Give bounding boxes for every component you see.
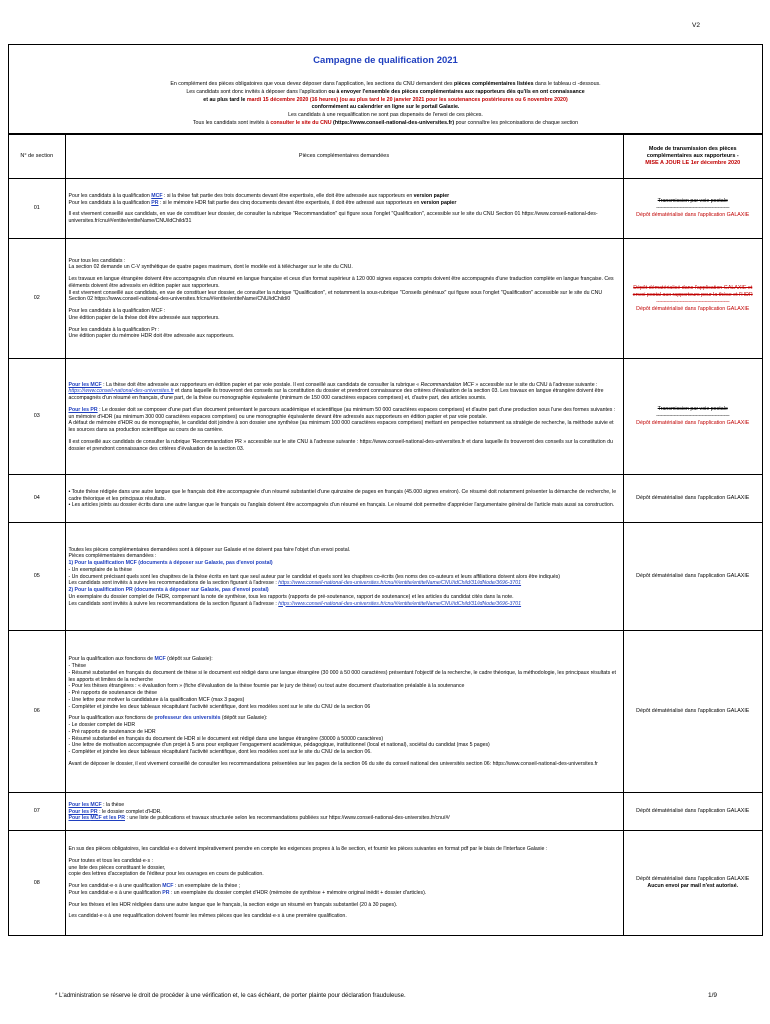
- text: Il est vivement conseillé aux candidats, en vue de constituer leur dossier, de consulter la rubrique "Qualification", et notamment la sous-rubrique "Conseils généraux" qui figure sous l'onglet "Qualification" accessible sur le site du CNU Section 02 https://www.conseil-national-des-universites.fr/cnu/#/entite/entiteName/CNU/idChild/0: [68, 289, 603, 303]
- text: Pour les candidats à la qualification Pr :: [68, 326, 160, 333]
- text: Pour les candidats à la qualification MCF :: [68, 308, 166, 315]
- section-content: [65, 475, 623, 523]
- text: Recommandation MCF: [420, 381, 474, 388]
- table-header-row: [9, 135, 762, 179]
- table-row: [9, 179, 762, 239]
- text: version papier: [413, 192, 450, 199]
- text: A défaut de mémoire d'HDR ou de monographie, le candidat doit joindre à son dossier une synthèse (au minimum 100 000 caractères espaces comprises) mettant en perspective notamment sa stratégie de recherche, la méthode suivie et les sources dans sa production scientifique au cours de sa carrière.: [68, 420, 614, 433]
- text: et dans laquelle ils trouveront des conseils sur la constitution du dossier et prendront connaissance des critères d'évaluation de la section 03. Les travaux en langue étrangère doivent être accompagnés d'un résumé en français, d'une part, de la thèse ou monographie équivalente (minimum de 150 000 caractères espaces comprises) et, d'autre part, des articles soumis.: [68, 388, 604, 401]
- mcf-label: Pour les MCF: [68, 381, 102, 388]
- page-title: Campagne de qualification 2021: [313, 55, 458, 66]
- transmission-mode: [623, 831, 762, 935]
- column-header-mode-l2: MISE A JOUR LE 1er décembre 2020: [645, 160, 741, 167]
- pr-label: PR: [151, 199, 159, 206]
- text: : si la thèse fait partie des trois documents devant être expertisés, elle doit être adressée aux rapporteurs en: [162, 192, 414, 199]
- text: : un exemplaire de la thèse ;: [173, 883, 241, 890]
- table-row: [9, 359, 762, 475]
- text: : le dossier complet d'HDR.: [97, 808, 162, 815]
- text: La section 02 demande un C-V synthétique de quatre pages maximum, dont le modèle est à télécharger sur le site du CNU.: [68, 264, 353, 271]
- text: version papier: [420, 199, 457, 206]
- text: Pièces complémentaires demandées :: [68, 553, 157, 560]
- text: Il est vivement conseillé aux candidats, en vue de constituer leur dossier, de consulter la rubrique "Recommandation" qui figure sous l'onglet "Qualification", accessible sur le site du CNU Section 01 https://www.conseil-national-des-universites.fr/cnu/#/entite/entiteName/CNU/idChild/31: [68, 211, 598, 225]
- section-content: [65, 793, 623, 831]
- list-item: - Résumé substantiel en français du document de HDR si le document est rédigé dans une langue étrangère (30000 à 50000 caractères): [68, 735, 384, 742]
- mcf-label: MCF: [154, 656, 166, 663]
- text: Pour la qualification aux fonctions de: [68, 715, 155, 722]
- text: Pour toutes et tous les candidat·e·s :: [68, 857, 153, 864]
- mcf-pr-label: MCF et les PR: [90, 815, 126, 822]
- recommendations-link[interactable]: https://www.conseil-national-des-universites.fr/cnu/#/entite/entiteName/CNU/idChild/31/idNode/3696-3701: [278, 600, 522, 607]
- mode-current: Dépôt dématérialisé dans l'application GALAXIE: [636, 420, 750, 427]
- pr-heading: 2) Pour la qualification PR (documents à déposer sur Galaxie, pas d'envoi postal): [68, 587, 269, 593]
- intro-line-6a: Tous les candidats sont invités à: [192, 119, 271, 126]
- mode-separator: --------------------------------------------------: [656, 298, 730, 305]
- footnote: * L'administration se réserve le droit de procéder à une vérification et, le cas échéant, de porter plainte pour déclaration frauduleuse.: [55, 993, 406, 999]
- transmission-mode: [623, 359, 762, 475]
- list-item: - Thèse: [68, 663, 86, 669]
- intro-line-1c: dans le tableau ci -dessous.: [533, 81, 601, 88]
- transmission-mode: Dépôt dématérialisé dans l'application GALAXIE: [623, 793, 762, 831]
- mode-current: Dépôt dématérialisé dans l'application GALAXIE: [636, 875, 750, 882]
- intro-line-1b: pièces complémentaires listées: [454, 81, 534, 88]
- intro-line-1a: En complément des pièces obligatoires que vous devez déposer dans l'application, les sections du CNU demandent des: [170, 81, 455, 88]
- text: : Le dossier doit se composer d'une part d'un document présentant le parcours académique et scientifique (au minimum 50 000 caractères espaces comprises) et d'autre part d'une production sous l'une des formes suivantes : un mémoire d'HDR (au minimum 300 000 caractères espaces comprises) ou une monographie équivalente devant être adressés aux rapporteurs en édition papier et par voie postale.: [68, 406, 616, 420]
- table-row: [9, 793, 762, 831]
- text: : la thèse: [101, 801, 125, 808]
- transmission-mode: Dépôt dématérialisé dans l'application GALAXIE: [623, 631, 762, 793]
- text: Pour les candidat·e·s à une qualification: [68, 883, 163, 890]
- transmission-mode: [623, 179, 762, 239]
- document-header: [9, 45, 762, 134]
- mode-note: Aucun envoi par mail n'est autorisé.: [647, 883, 739, 890]
- text: Une édition papier de la thèse doit être adressée aux rapporteurs.: [68, 314, 220, 321]
- cnu-site-url[interactable]: (https://www.conseil-national-des-universites.fr): [331, 119, 455, 126]
- section-number: 02: [9, 239, 65, 359]
- list-item: - Compléter et joindre les deux tableaux récapitulant l'activité scientifique, dont les modèles sont sur le site du CNU de la section 06.: [68, 749, 372, 755]
- recommendations-link[interactable]: https://www.conseil-national-des-universites.fr/cnu/#/entite/entiteName/CNU/idChild/31/idNode/3696-3701: [278, 580, 522, 587]
- column-header-mode-l1: Mode de transmission des pièces complémentaires aux rapporteurs -: [646, 146, 739, 160]
- text: Pour les thèses et les HDR rédigées dans une autre langue que le français, la section exige un résumé en français substantiel (20 à 30 pages).: [68, 901, 398, 908]
- text: : une liste de publications et travaux structurée selon les recommandations publiées sur https://www.conseil-national-des-universites.fr/cnu/#/: [125, 815, 450, 822]
- text: Il est conseillé aux candidats de consulter la rubrique 'Recommandation PR » accessible sur le site CNU à l'adresse suivante : https://www.conseil-national-des-universites.fr et dans laquelle ils trouveront des conseils sur la constitution du dossier et prendront connaissance des critères d'évaluation de la section 03.: [68, 438, 613, 452]
- section-number: 04: [9, 475, 65, 523]
- list-item: - Pour les thèses étrangères : « évaluation form » (fiche d'évaluation de la thèse fournie par le jury de thèse) ou tout autre document d'autorisation préalable à la soutenance: [68, 683, 465, 690]
- mode-struck: Transmission par voie postale: [657, 406, 728, 413]
- text: » accessible sur le site du CNU à l'adresse suivante :: [473, 381, 598, 388]
- text: Les candidats sont invités à suivre les recommandations de la section figurant à l'adresse :: [68, 600, 279, 607]
- list-item: - Résumé substantiel en français du document de thèse si le document est rédigé dans une langue étrangère (30 000 à 50 000 caractères) présentant l'objectif de la recherche, le cadre théorique, la méthodologie, les principaux résultats et les apports et limites de la recherche: [68, 669, 616, 683]
- section-content: [65, 831, 623, 935]
- list-item: - Compléter et joindre les deux tableaux récapitulant l'activité scientifique, dont les modèles sont sur le site du CNU de la section 06: [68, 703, 371, 710]
- text: (dépôt sur Galaxie):: [165, 656, 213, 663]
- text: Pour les candidats à la qualification: [68, 199, 152, 206]
- mode-struck: Transmission par voie postale: [657, 198, 728, 205]
- text: - Un document précisant quels sont les chapitres de la thèse écrits en tant que seul auteur par le candidat et quels sont les chapitres co-écrits (les noms des co-auteurs et leurs affiliations doivent alors être indiqués): [68, 573, 561, 580]
- pr-label: Pour les PR: [68, 406, 98, 413]
- intro-line-5: Les candidats à une requalification ne sont pas dispensés de l'envoi de ces pièces.: [288, 112, 483, 119]
- text: Les candidat·e·s à une requalification doivent fournir les mêmes pièces que les candidat·e·s à une première qualification.: [68, 913, 347, 920]
- text: Avant de déposer le dossier, il est vivement conseillé de consulter les recommandations présentées sur les pages de la section 06 du site du conseil national des universités section 06: https://www.conseil-national-des-universites.fr: [68, 760, 598, 767]
- text: Toutes les pièces complémentaires demandées sont à déposer sur Galaxie et ne doivent pas faire l'objet d'un envoi postal.: [68, 546, 351, 553]
- mode-separator: --------------------------------------------------: [656, 205, 730, 212]
- mode-struck: Dépôt dématérialisé dans l'application GALAXIE et envoi postal aux rapporteurs pour la thèse et l'HDR: [632, 284, 753, 298]
- mcf-heading: 1) Pour la qualification MCF (documents à déposer sur Galaxie, pas d'envoi postal): [68, 560, 273, 566]
- qualification-document: [8, 44, 763, 936]
- text: Pour les candidat·e·s à une qualification: [68, 889, 163, 896]
- section-content: [65, 631, 623, 793]
- section-content: [65, 239, 623, 359]
- text: : un exemplaire du dossier complet d'HDR (mémoire de synthèse + mémoire original inédit + dossier d'articles).: [169, 889, 427, 896]
- list-item: une liste des pièces constituant le dossier,: [68, 864, 166, 871]
- section-content: [65, 523, 623, 631]
- section-number: 01: [9, 179, 65, 239]
- sections-table: [9, 134, 762, 935]
- mode-current: Dépôt dématérialisé dans l'application GALAXIE: [636, 306, 750, 313]
- list-item: - Pré rapports de soutenance de HDR: [68, 728, 156, 735]
- text: En sus des pièces obligatoires, les candidat·e·s doivent impérativement prendre en compte les exigences propres à la 8e section, et fournir les pièces suivantes en format pdf par le biais de l'interface Galaxie :: [68, 846, 548, 853]
- mcf-label: MCF: [162, 883, 174, 890]
- intro-text: [15, 81, 756, 127]
- text: Les candidats sont invités à suivre les recommandations de la section figurant à l'adresse :: [68, 580, 279, 587]
- mode-separator: --------------------------------------------------: [656, 413, 730, 420]
- table-row: [9, 523, 762, 631]
- intro-deadline: mardi 15 décembre 2020 (16 heures) (ou au plus tard le 20 janvier 2021 pour les soutenances postérieures ou 6 novembre 2020): [246, 96, 568, 103]
- pr-label: PR: [162, 889, 170, 896]
- text: Une édition papier du mémoire HDR doit être adressée aux rapporteurs.: [68, 333, 235, 340]
- section-number: 03: [9, 359, 65, 475]
- transmission-mode: Dépôt dématérialisé dans l'application GALAXIE: [623, 475, 762, 523]
- version-label: V2: [692, 22, 700, 29]
- column-header-num: N° de section: [9, 135, 65, 179]
- intro-line-3a: et au plus tard le: [203, 96, 247, 103]
- mcf-label: MCF: [151, 192, 163, 199]
- list-item: - Le dossier complet de HDR: [68, 722, 136, 728]
- transmission-mode: Dépôt dématérialisé dans l'application GALAXIE: [623, 523, 762, 631]
- text: Un exemplaire du dossier complet de l'HDR, comprenant la note de synthèse, tous les rapports (rapports de pré-soutenance, rapport de soutenance) et les articles du candidat cités dans la note.: [68, 593, 514, 600]
- list-item: - Une lettre pour motiver la candidature à la qualification MCF (max 3 pages): [68, 696, 245, 703]
- intro-line-2b: ou à envoyer l'ensemble des pièces complémentaires aux rapporteurs dès qu'ils en ont connaissance: [328, 89, 585, 96]
- text: - Un exemplaire de la thèse: [68, 566, 132, 573]
- table-row: [9, 831, 762, 935]
- mode-current: Dépôt dématérialisé dans l'application GALAXIE: [636, 212, 750, 219]
- intro-line-4: conformément au calendrier en ligne sur le portail Galaxie.: [311, 104, 460, 111]
- text: (dépôt sur Galaxie):: [220, 715, 268, 722]
- list-item: copie des lettres d'acceptation de l'éditeur pour les ouvrages en cours de publication.: [68, 871, 264, 878]
- text: Pour la qualification aux fonctions de: [68, 656, 155, 663]
- text: • Les articles joints au dossier écrits dans une autre langue que le français ou l'anglais doivent être accompagnés d'un résumé en français. Le résumé doit permettre d'apprécier l'argumentaire général de l'article mais aussi sa construction.: [68, 502, 615, 509]
- section-content: [65, 179, 623, 239]
- pr-label: Pour les PR: [68, 808, 98, 815]
- pr-label: professeur des universités: [154, 715, 221, 722]
- table-row: [9, 239, 762, 359]
- intro-line-6d: pour connaître les préconisations de chaque section: [454, 119, 579, 126]
- column-header-pieces: Pièces complémentaires demandées: [65, 135, 623, 179]
- cnu-site-link[interactable]: consulter le site du CNU: [270, 119, 332, 126]
- text: : La thèse doit être adressée aux rapporteurs en édition papier et par voie postale. Il est conseillé aux candidats de consulter la rubrique «: [101, 381, 421, 388]
- page-number: 1/9: [708, 992, 718, 999]
- section-number: 07: [9, 793, 65, 831]
- column-header-mode: [623, 135, 762, 179]
- list-item: - Une lettre de motivation accompagnée d'un projet à 5 ans pour expliquer l'engagement académique, pédagogique, institutionnel (local et national), sociétal du candidat (max 5 pages): [68, 742, 490, 749]
- text: Pour tous les candidats :: [68, 257, 126, 264]
- text: Pour les candidats à la qualification: [68, 192, 152, 199]
- text: Pour les: [68, 815, 91, 822]
- text: Les travaux en langue étrangère doivent être accompagnés d'un résumé en langue française et ceux d'un format supérieur à 120 000 signes espaces compris doivent être accompagnés d'une traduction complète en langue française. Ces éléments doivent être adressés en édition papier aux rapporteurs.: [68, 276, 614, 289]
- text: • Toute thèse rédigée dans une autre langue que le français doit être accompagnée d'un résumé substantiel d'une quinzaine de pages en français (45.000 signes environ). Ce résumé doit notamment présenter la démarche de recherche, le cadre théorique et les principaux résultats.: [68, 488, 617, 502]
- intro-line-2a: Les candidats sont donc invités à déposer dans l'application: [186, 89, 329, 96]
- table-row: [9, 631, 762, 793]
- table-row: [9, 475, 762, 523]
- transmission-mode: [623, 239, 762, 359]
- mcf-label: Pour les MCF: [68, 801, 102, 808]
- section-number: 08: [9, 831, 65, 935]
- list-item: - Pré rapports de soutenance de thèse: [68, 690, 158, 696]
- section-number: 05: [9, 523, 65, 631]
- section-number: 06: [9, 631, 65, 793]
- cnu-link[interactable]: https://www.conseil-national-des-universites.fr: [68, 388, 174, 395]
- section-content: [65, 359, 623, 475]
- text: : si le mémoire HDR fait partie des cinq documents devant être expertisés, il doit être adressé aux rapporteurs en: [158, 199, 421, 206]
